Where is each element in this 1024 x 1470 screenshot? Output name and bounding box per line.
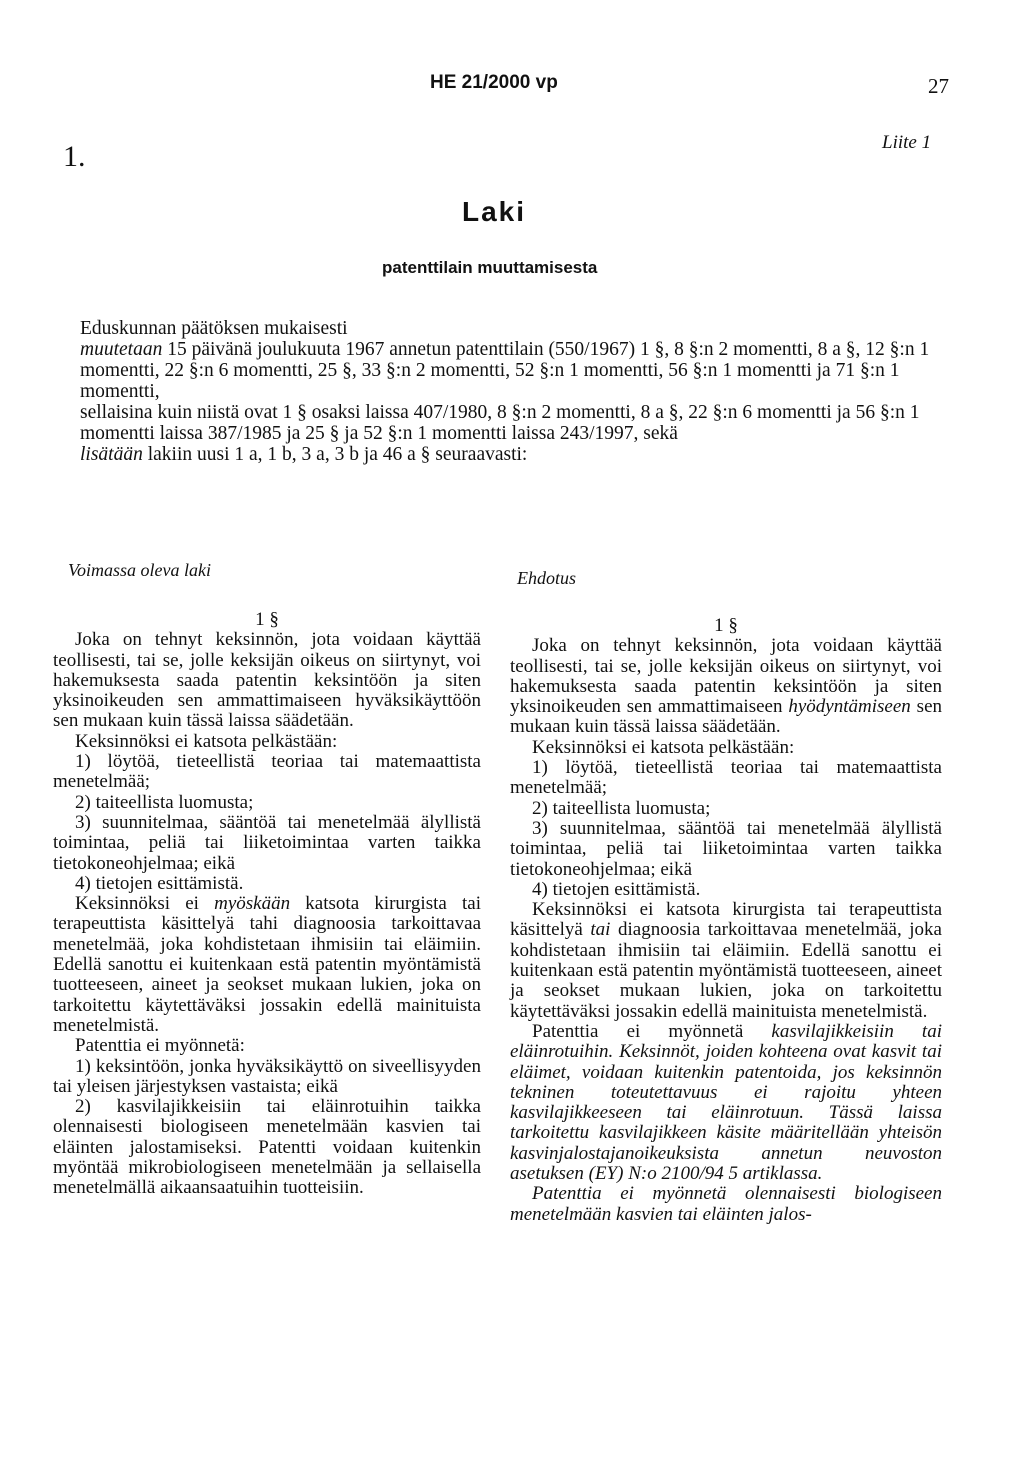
paragraph: Patenttia ei myönnetä:: [75, 1035, 245, 1057]
paragraph: Patenttia ei myönnetä olennaisesti biologiseen menetelmään kasvien tai eläinten jalos-: [510, 1183, 942, 1225]
intro-keyword: muutetaan: [80, 339, 163, 360]
intro-paragraph: Eduskunnan päätöksen mukaisesti: [80, 318, 348, 339]
proposal-column: [510, 610, 942, 1225]
paragraph: 3) suunnitelmaa, sääntöä tai menetelmää älyllistä toimintaa, peliä tai liiketoimintaa varten taikka tietokoneohjelmaa; eikä: [510, 817, 942, 880]
paragraph: 3) suunnitelmaa, sääntöä tai menetelmää älyllistä toimintaa, peliä tai liiketoimintaa varten taikka tietokoneohjelmaa; eikä: [53, 811, 481, 874]
emphasis: myöskään: [214, 893, 291, 915]
paragraph: 2) kasvilajikkeisiin tai eläinrotuihin taikka olennaisesti biologiseen menetelmään kasvien tai eläinten jalostamiseksi. Patentti voidaan kuitenkin myöntää mikrobiologiseen menetelmään ja sellaisella menetelmällä aikaansaatuihin tuotteisiin.: [53, 1096, 481, 1199]
page-number: 27: [928, 74, 949, 98]
intro-text: 15 päivänä joulukuuta 1967 annetun patenttilain (550/1967) 1 §, 8 §:n 2 momentti, 8 a §, 12 §:n 1 momentti, 22 §:n 6 momentti, 25 §, 33 §:n 2 momentti, 52 §:n 1 momentti, 56 §:n 1 momentti ja 71 §:n 1 momentti,: [80, 339, 930, 402]
current-law-column: [53, 604, 481, 1199]
paragraph: 1) löytöä, tieteellistä teoriaa tai matemaattista menetelmää;: [510, 757, 942, 799]
intro-paragraph: [60, 444, 952, 465]
column-heading-proposal: Ehdotus: [517, 568, 577, 588]
text: Joka on tehnyt keksinnön, jota voidaan käyttää teollisesti, tai se, jolle keksijän oikeus on siirtynyt, voi hakemuksesta saada patentin keksintöön ja siten yksinoikeuden sen ammattimaiseen: [510, 635, 942, 718]
paragraph: 1) keksintöön, jonka hyväksikäyttö on siveellisyyden tai yleisen järjestyksen vastaista; eikä: [53, 1055, 481, 1097]
paragraph: [510, 900, 942, 1022]
paragraph: Keksinnöksi ei katsota pelkästään:: [75, 730, 338, 752]
emphasis: tai: [590, 919, 611, 941]
paragraph: 1) löytöä, tieteellistä teoriaa tai matemaattista menetelmää;: [53, 751, 481, 793]
header-title: HE 21/2000 vp: [430, 72, 558, 93]
text: diagnoosia tarkoittavaa menetelmää, joka kohdistetaan ihmisiin tai eläimiin. Edellä sanottu ei kuitenkaan estä patentin myöntämistä tuotteeseen, aineet ja seokset mukaan lukien, joka on tarkoitettu käytettäväksi jossakin edellä mainituista menetelmistä.: [510, 919, 942, 1022]
intro-text: lakiin uusi 1 a, 1 b, 3 a, 3 b ja 46 a § seuraavasti:: [142, 444, 528, 465]
text: Patenttia ei myönnetä: [532, 1020, 772, 1042]
intro-keyword: lisätään: [80, 444, 143, 465]
law-title: Laki: [462, 196, 527, 227]
emphasis: kasvilajikkeisiin tai eläinrotuihin. Keksinnöt, joiden kohteena ovat kasvit tai eläimet, voidaan kuitenkin patentoida, jos keksinnön tekninen toteutettavuus ei rajoitu yhteen kasvilajikkeeseen tai eläinrotuun. Tässä laissa tarkoitettu kasvilajikkeen käsite määritellään yhteisön kasvinjalostajanoikeuksista annetun neuvoston asetuksen (EY) N:o 2100/94 5 artiklassa.: [510, 1020, 942, 1185]
appendix-label: Liite 1: [882, 132, 932, 153]
intro-paragraph: sellaisina kuin niistä ovat 1 § osaksi laissa 407/1980, 8 §:n 2 momentti, 8 a §, 22 §:n 6 momentti ja 56 §:n 1 momentti laissa 387/1985 ja 25 § ja 52 §:n 1 momentti laissa 243/1997, sekä: [80, 402, 920, 444]
paragraph: [510, 636, 942, 737]
paragraph: [510, 1022, 942, 1184]
document-number: 1.: [63, 140, 86, 173]
law-subtitle: patenttilain muuttamisesta: [382, 258, 598, 277]
paragraph: [53, 894, 481, 1036]
section-heading: 1 §: [255, 609, 279, 630]
section-heading: 1 §: [714, 615, 738, 636]
enacting-clause: [60, 318, 952, 465]
paragraph: Joka on tehnyt keksinnön, jota voidaan käyttää teollisesti, tai se, jolle keksijän oikeus on siirtynyt, voi hakemuksesta saada patentin keksintöön ja siten yksinoikeuden sen ammattimaiseen hyväksikäyttöön sen mukaan kuin tässä laissa säädetään.: [53, 629, 481, 732]
paragraph: Keksinnöksi ei katsota pelkästään:: [532, 736, 795, 758]
paragraph: 4) tietojen esittämistä.: [75, 872, 244, 894]
text: sen mukaan kuin tässä laissa säädetään.: [510, 696, 943, 738]
paragraph: 2) taiteellista luomusta;: [532, 797, 711, 819]
column-heading-current-law: Voimassa oleva laki: [68, 560, 211, 580]
emphasis: hyödyntämiseen: [788, 696, 911, 718]
text: Keksinnöksi ei katsota kirurgista tai terapeuttista käsittelyä: [510, 899, 942, 941]
text: katsota kirurgista tai terapeuttista käsittelyä tahi diagnoosia tarkoittavaa menetelmää, joka kohdistetaan ihmisiin tai eläimiin. Edellä sanottu ei kuitenkaan estä patentin myöntämistä tuotteeseen, aineet ja seokset mukaan lukien, joka on tarkoitettu käytettäväksi jossakin edellä mainituista menetelmistä.: [53, 893, 481, 1036]
paragraph: 2) taiteellista luomusta;: [75, 791, 254, 813]
intro-paragraph: [60, 339, 952, 402]
paragraph: 4) tietojen esittämistä.: [532, 878, 701, 900]
text: Keksinnöksi ei: [75, 893, 215, 915]
